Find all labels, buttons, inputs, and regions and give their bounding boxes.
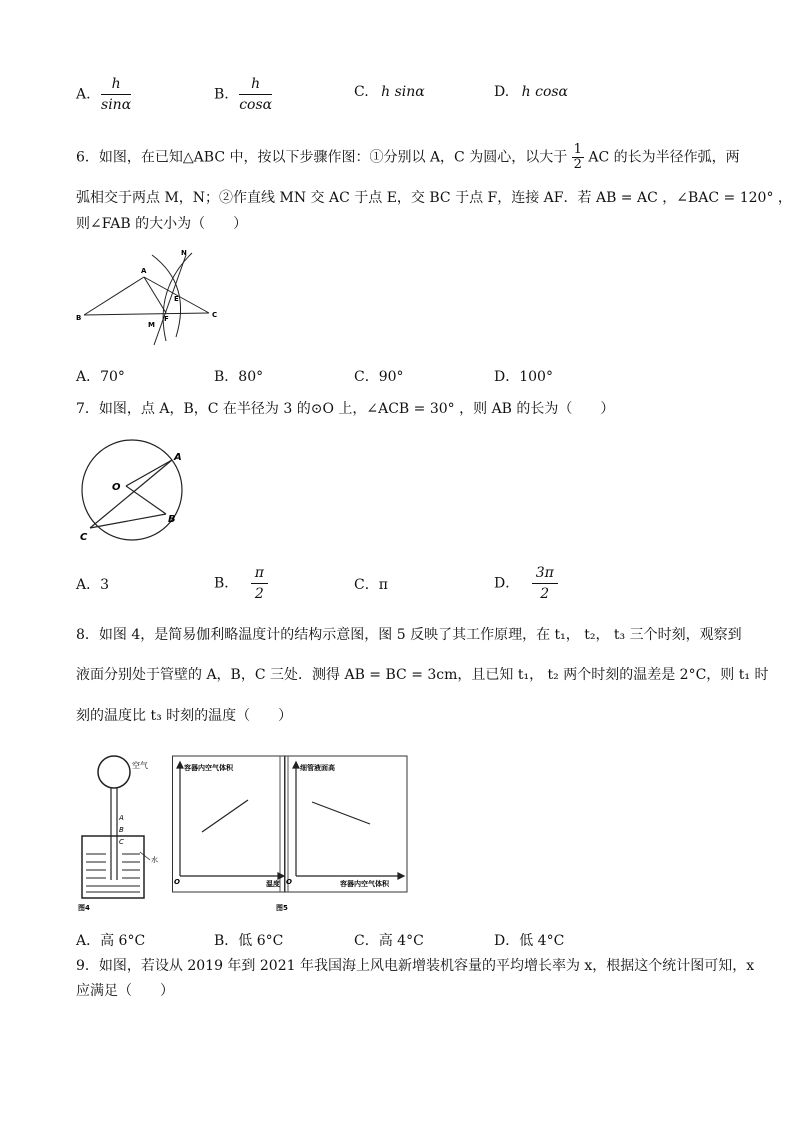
right-xlabel: 容器内空气体积 (340, 880, 389, 888)
segment-ob (126, 486, 166, 514)
q9-text-line2: 应满足（ ） (76, 983, 174, 999)
right-origin: O (286, 878, 292, 886)
q8-text-line1: 8．如图 4，是简易伽利略温度计的结构示意图，图 5 反映了其工作原理，在 t₁， t₂， t₃ 三个时刻，观察到 (76, 627, 742, 643)
fig5-caption: 图5 (276, 904, 288, 912)
q6-option-d: D．100° (494, 369, 553, 385)
fig4-caption: 图4 (78, 904, 90, 912)
q6-option-b: B．80° (214, 369, 264, 385)
q5-option-c: C. h sinα (354, 84, 425, 100)
label-a: A (119, 814, 124, 822)
label-b: B (119, 826, 124, 834)
q6-option-a: A．70° (76, 369, 125, 385)
segment-ca (90, 460, 172, 528)
label-m: M (148, 321, 155, 329)
left-xlabel: 温度 (266, 880, 280, 888)
q8-option-c: C．高 4°C (354, 933, 424, 949)
label-o: O (112, 482, 121, 493)
q8-option-a: A．高 6°C (76, 933, 146, 949)
label-c: C (212, 311, 218, 319)
label-b: B (76, 314, 82, 322)
q6-text-line3: 则∠FAB 的大小为（ ） (76, 216, 248, 232)
right-ylabel: 细管液面高 (300, 764, 335, 772)
label-f: F (164, 315, 169, 323)
air-bulb (98, 756, 130, 788)
fig4-thermometer (74, 752, 174, 914)
q6-text-line2: 弧相交于两点 M，N；②作直线 MN 交 AC 于点 E，交 BC 于点 F，连接 AF．若 AB = AC ，∠BAC = 120° ， (76, 190, 792, 206)
q8-option-d: D．低 4°C (494, 933, 565, 949)
fig5-graphs (172, 752, 412, 914)
q8-text-line3: 刻的温度比 t₃ 时刻的温度（ ） (76, 708, 293, 724)
label-c: C (119, 838, 124, 846)
segment-oa (126, 460, 172, 486)
left-origin: O (174, 878, 180, 886)
q7-option-d: D． $\frac{3\pi}{2}$ (494, 563, 558, 604)
left-ylabel: 容器内空气体积 (184, 764, 233, 772)
q6-figure (74, 245, 230, 349)
label-n: N (181, 249, 187, 257)
q7-figure (74, 430, 186, 546)
label-a: A (174, 452, 182, 463)
q6-text-line1: 6．如图，在已知△ABC 中，按以下步骤作图：①分别以 A，C 为圆心，以大于 $\frac{1}{2}$ AC 的长为半径作弧，两 (76, 142, 740, 172)
label-a: A (141, 267, 147, 275)
segment-cb (90, 514, 166, 528)
q7-option-b: B． $\frac{\pi}{2}$ (214, 563, 268, 604)
q6-option-c: C．90° (354, 369, 404, 385)
q5-option-b: B. $\frac{h}{\cos\alpha}$ (214, 76, 273, 113)
label-e: E (174, 295, 179, 303)
q5-option-a: A. $\frac{h}{\sin\alpha}$ (76, 76, 132, 113)
segment-ab (84, 277, 144, 315)
label-water: 水 (151, 856, 158, 864)
segment-af (144, 277, 166, 313)
label-b: B (168, 514, 176, 525)
q9-text-line1: 9．如图，若设从 2019 年到 2021 年我国海上风电新增装机容量的平均增长率为 x，根据这个统计图可知，x (76, 958, 755, 974)
q8-option-b: B．低 6°C (214, 933, 284, 949)
segment-bc (84, 313, 209, 315)
label-air: 空气 (132, 761, 148, 770)
line-mn (154, 255, 186, 345)
q7-option-a: A．3 (76, 577, 110, 593)
q7-text-line1: 7．如图，点 A，B，C 在半径为 3 的⊙O 上，∠ACB = 30° ，则 AB 的长为（ ） (76, 401, 615, 417)
label-c: C (80, 532, 88, 543)
q5-option-d: D. h cosα (494, 84, 569, 100)
q7-option-c: C．π (354, 577, 388, 593)
q8-text-line2: 液面分别处于管壁的 A，B，C 三处．测得 AB = BC = 3cm，且已知 t₁， t₂ 两个时刻的温差是 2°C，则 t₁ 时 (76, 667, 769, 683)
water-container (82, 836, 144, 898)
